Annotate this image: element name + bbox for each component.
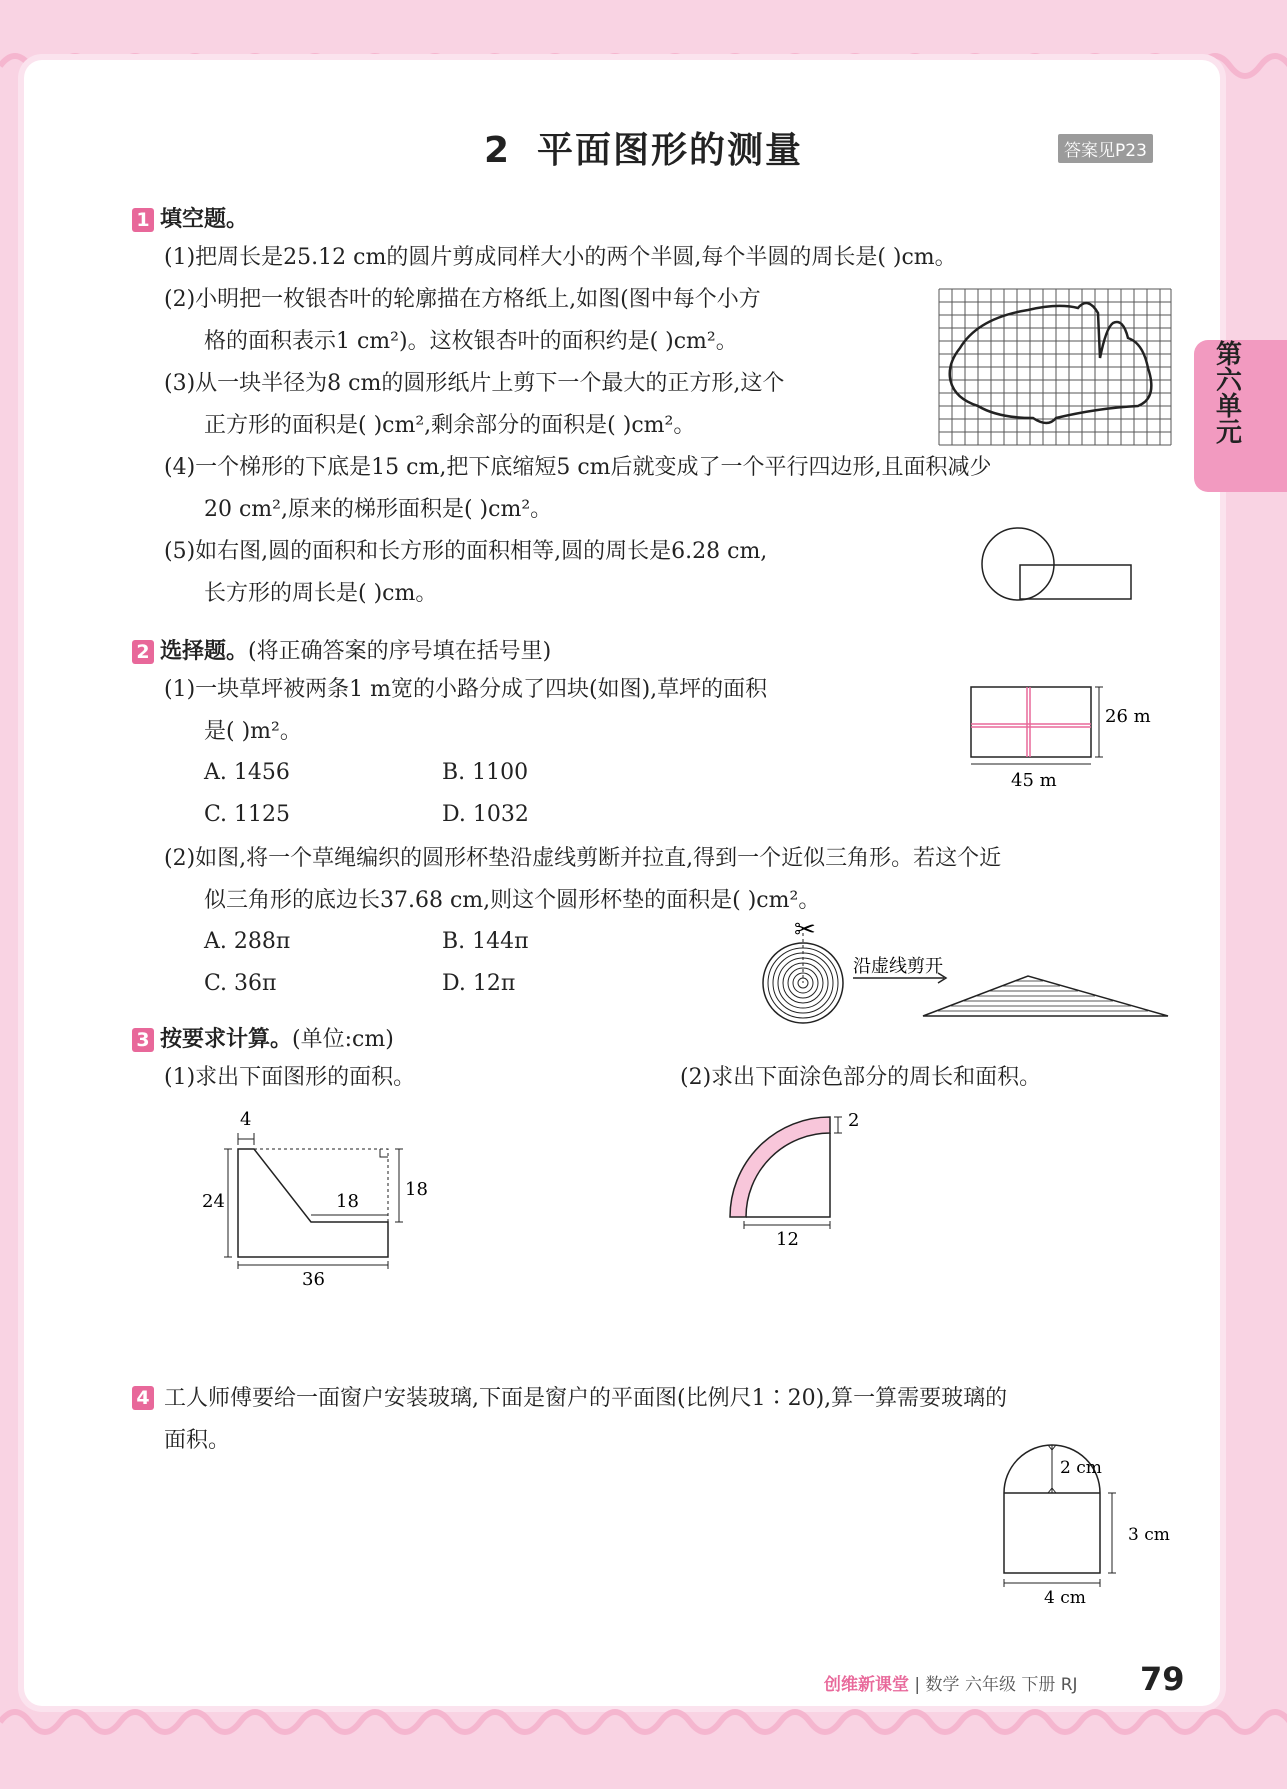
ginkgo-grid-figure — [938, 288, 1172, 446]
cut-label: 沿虚线剪开 — [853, 956, 943, 977]
q2-badge: 2 — [132, 640, 154, 664]
q1-item-4b: 20 cm²,原来的梯形面积是( )cm²。 — [204, 497, 553, 522]
q4-text-1: 工人师傅要给一面窗户安装玻璃,下面是窗户的平面图(比例尺1∶20),算一算需要玻璃的 — [164, 1386, 1008, 1411]
section-title: 平面图形的测量 — [537, 130, 804, 171]
q2-1-option-c: C. 1125 — [204, 802, 291, 827]
q1-item-5a: (5)如右图,圆的面积和长方形的面积相等,圆的周长是6.28 cm, — [164, 539, 768, 564]
lawn-width-label: 45 m — [1011, 770, 1057, 791]
q2-2-option-b: B. 144π — [442, 929, 529, 954]
q3-heading — [132, 1022, 394, 1053]
window-radius-label: 2 cm — [1060, 1458, 1102, 1478]
unit-tab — [1194, 340, 1287, 492]
fig1-bottom-label: 36 — [302, 1269, 325, 1290]
lawn-figure — [965, 682, 1151, 791]
q1-item-5b: 长方形的周长是( )cm。 — [204, 581, 438, 606]
q2-1-option-a: A. 1456 — [204, 760, 290, 785]
answer-reference: 答案见P23 — [1058, 134, 1153, 163]
q1-item-3a: (3)从一块半径为8 cm的圆形纸片上剪下一个最大的正方形,这个 — [164, 371, 785, 396]
q3-figure-1 — [196, 1105, 436, 1290]
q3-title: 按要求计算。 — [160, 1027, 293, 1052]
fig1-top-label: 4 — [240, 1109, 252, 1130]
q3-sub-2: (2)求出下面涂色部分的周长和面积。 — [680, 1065, 1042, 1090]
q2-title: 选择题。 — [160, 639, 249, 664]
fig2-width-label: 2 — [848, 1110, 860, 1131]
circle-rectangle-figure — [980, 525, 1136, 605]
q2-2-option-c: C. 36π — [204, 971, 277, 996]
bottom-wave-border — [0, 1702, 1287, 1742]
footer — [824, 1670, 1078, 1695]
fig1-right-label: 18 — [405, 1179, 428, 1200]
section-number: 2 — [483, 130, 512, 171]
q2-2-option-a: A. 288π — [204, 929, 291, 954]
q1-item-1: (1)把周长是25.12 cm的圆片剪成同样大小的两个半圆,每个半圆的周长是( )cm。 — [164, 245, 957, 270]
window-width-label: 4 cm — [1044, 1588, 1086, 1608]
q4-badge: 4 — [132, 1386, 154, 1410]
q1-item-4a: (4)一个梯形的下底是15 cm,把下底缩短5 cm后就变成了一个平行四边形,且面积减少 — [164, 455, 992, 480]
q1-item-2a: (2)小明把一枚银杏叶的轮廓描在方格纸上,如图(图中每个小方 — [164, 287, 761, 312]
fig1-left-label: 24 — [202, 1191, 225, 1212]
q1-item-2b: 格的面积表示1 cm²)。这枚银杏叶的面积约是( )cm²。 — [204, 329, 738, 354]
q3-figure-2 — [716, 1105, 866, 1255]
q2-item-1a: (1)一块草坪被两条1 m宽的小路分成了四块(如图),草坪的面积 — [164, 677, 768, 702]
window-height-label: 3 cm — [1128, 1525, 1170, 1545]
q2-1-option-b: B. 1100 — [442, 760, 529, 785]
q2-item-1b: 是( )m²。 — [204, 719, 302, 744]
footer-brand: 创维新课堂 — [824, 1675, 909, 1695]
q3-sub-1: (1)求出下面图形的面积。 — [164, 1065, 416, 1090]
q1-title: 填空题。 — [160, 207, 249, 232]
unit-tab-label: 第六单元 — [1211, 340, 1242, 444]
q4-text-2: 面积。 — [164, 1428, 231, 1453]
q2-1-option-d: D. 1032 — [442, 802, 529, 827]
lawn-height-label: 26 m — [1105, 706, 1151, 727]
q4-heading — [132, 1385, 160, 1410]
window-figure — [990, 1430, 1170, 1615]
q2-item-2b: 似三角形的底边长37.68 cm,则这个圆形杯垫的面积是( )cm²。 — [204, 888, 821, 913]
q2-2-option-d: D. 12π — [442, 971, 516, 996]
q2-heading — [132, 634, 551, 665]
q2-note: (将正确答案的序号填在括号里) — [248, 639, 552, 664]
coaster-figure — [758, 915, 1170, 1028]
q3-badge: 3 — [132, 1028, 154, 1052]
q2-item-2a: (2)如图,将一个草绳编织的圆形杯垫沿虚线剪断并拉直,得到一个近似三角形。若这个近 — [164, 846, 1002, 871]
q1-heading — [132, 202, 248, 233]
q1-item-3b: 正方形的面积是( )cm²,剩余部分的面积是( )cm²。 — [204, 413, 696, 438]
footer-info: | 数学 六年级 下册 RJ — [914, 1675, 1078, 1695]
fig2-radius-label: 12 — [776, 1229, 799, 1250]
page-number: 79 — [1140, 1660, 1185, 1698]
fig1-mid-label: 18 — [336, 1191, 359, 1212]
q1-badge: 1 — [132, 208, 154, 232]
scissors-icon: ✂ — [794, 915, 816, 945]
q3-note: (单位:cm) — [292, 1027, 394, 1052]
